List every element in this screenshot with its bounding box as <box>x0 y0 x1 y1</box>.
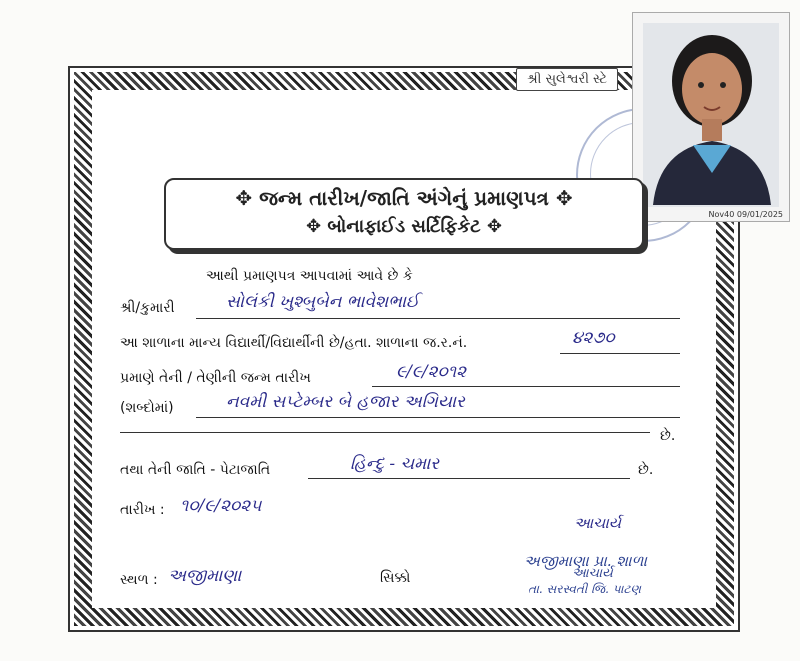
place-value: અજીમાણા <box>168 566 242 586</box>
principal-signature: આચાર્ય <box>574 514 622 532</box>
school-name-stamp: શ્રી સુલેશ્વરી સ્ટે <box>516 68 618 91</box>
date-label: તારીખ : <box>120 502 165 518</box>
photo-background <box>643 23 779 207</box>
words-value: નવમી સપ્ટેમ્બર બે હજાર અગિયાર <box>226 392 465 412</box>
caste-value: હિન્દુ - ચમાર <box>350 454 440 474</box>
continuation-rule <box>120 432 650 433</box>
intro-text: આથી પ્રમાણપત્ર આપવામાં આવે છે કે <box>206 268 413 284</box>
place-label: સ્થળ : <box>120 572 158 588</box>
school-stamp-title: આચાર્ય <box>572 566 613 581</box>
caste-rule <box>308 478 630 479</box>
title-bonafide: ✥ બોનાફાઈડ સર્ટિફિકેટ ✥ <box>305 216 502 237</box>
portrait-image <box>643 23 779 205</box>
gr-number: ૪૨૭૦ <box>572 328 615 348</box>
name-label: શ્રી/કુમારી <box>120 300 175 316</box>
title-gujarati: ✥ જન્મ તારીખ/જાતિ અંગેનું પ્રમાણપત્ર ✥ <box>235 186 573 210</box>
name-value: સોલંકી ખુશ્બુબેન ભાવેશભાઈ <box>226 292 420 312</box>
date-value: ૧૦/૯/૨૦૨૫ <box>180 496 262 516</box>
school-stamp-address: તા. સરસ્વતી જિ. પાટણ <box>528 582 641 596</box>
dob-value: ૯/૯/૨૦૧૨ <box>396 362 467 382</box>
che-text-2: છે. <box>638 462 654 478</box>
certificate-title-box <box>164 178 644 250</box>
words-label: (શબ્દોમાં) <box>120 400 174 416</box>
photo-caption: Nov40 09/01/2025 <box>708 210 783 219</box>
gr-rule <box>560 353 680 354</box>
school-stamp-name: અજીમાણા પ્રા. શાળા <box>524 552 647 570</box>
che-text: છે. <box>660 428 676 444</box>
caste-label: તથા તેની જાતિ - પેટાજાતિ <box>120 462 271 478</box>
student-label: આ શાળાના માન્ય વિદ્યાર્થી/વિદ્યાર્થીની છે/હતા. શાળાના જ.ર.નં. <box>120 335 468 351</box>
dob-rule <box>372 386 680 387</box>
seal-label: સિક્કો <box>380 570 411 586</box>
dob-label: પ્રમાણે તેની / તેણીની જન્મ તારીખ <box>120 370 311 386</box>
name-rule <box>196 318 680 319</box>
words-rule <box>196 417 680 418</box>
student-photo <box>632 12 790 222</box>
